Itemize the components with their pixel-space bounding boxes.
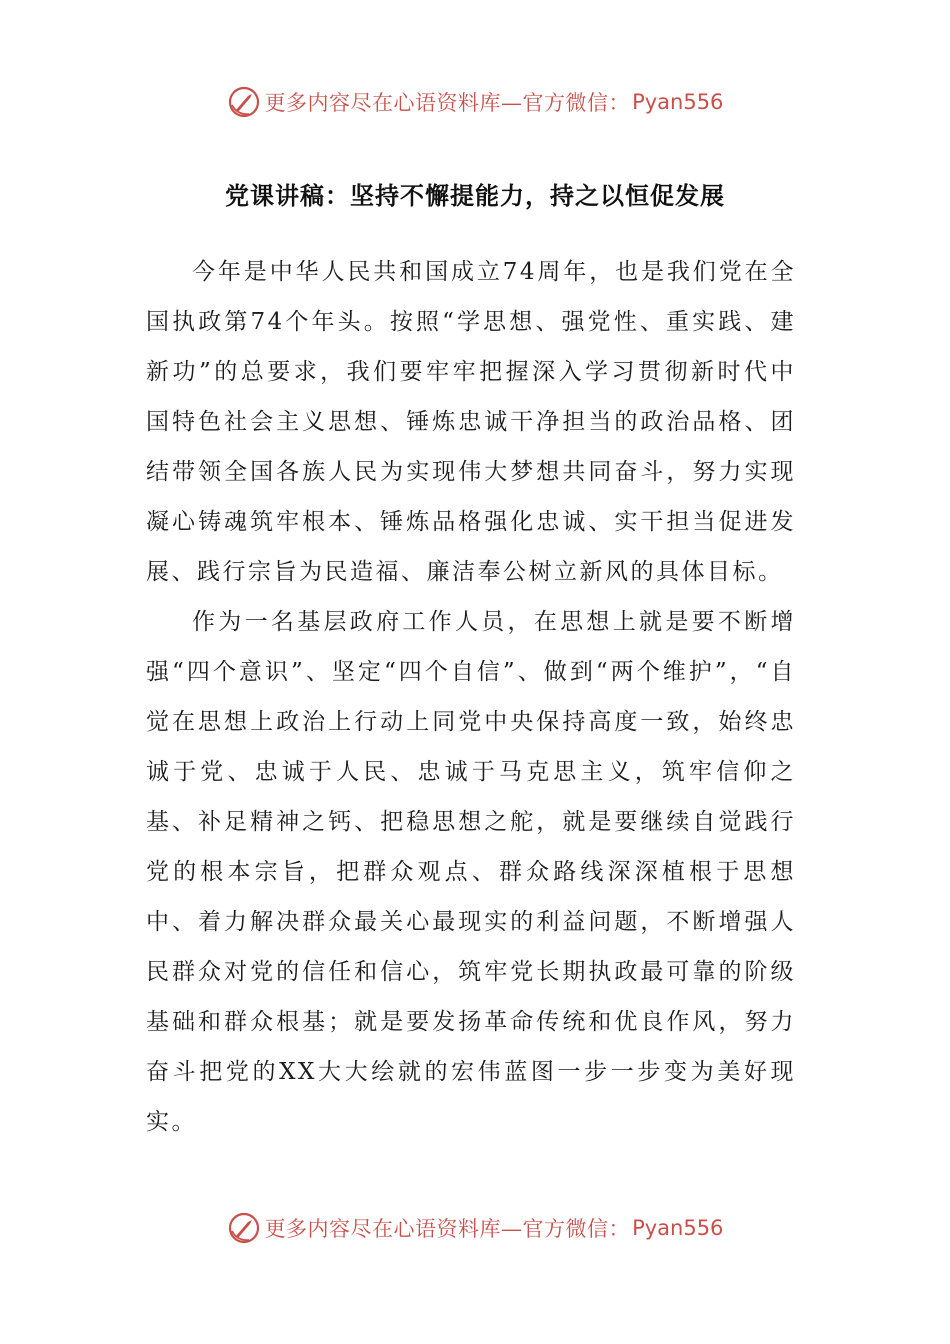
document-body xyxy=(146,247,796,1147)
pen-nib-circle-icon xyxy=(227,1211,261,1245)
document-title: 党课讲稿：坚持不懈提能力，持之以恒促发展 xyxy=(225,182,725,210)
header-banner-text: 更多内容尽在心语资料库—官方微信： xyxy=(264,91,631,115)
footer-wechat-id: Pyan556 xyxy=(632,1216,724,1240)
paragraph-1: 今年是中华人民共和国成立74周年，也是我们党在全国执政第74个年头。按照“学思想、强党性、重实践、建新功”的总要求，我们要牢牢把握深入学习贯彻新时代中国特色社会主义思想、锤炼忠诚干净担当的政治品格、团结带领全国各族人民为实现伟大梦想共同奋斗，努力实现凝心铸魂筑牢根本、锤炼品格强化忠诚、实干担当促进发展、践行宗旨为民造福、廉洁奉公树立新风的具体目标。 xyxy=(146,259,796,585)
pen-nib-circle-icon xyxy=(227,85,261,119)
footer-banner-text: 更多内容尽在心语资料库—官方微信： xyxy=(264,1217,631,1241)
header-watermark-banner xyxy=(0,82,950,122)
header-wechat-id: Pyan556 xyxy=(632,90,724,114)
paragraph-2: 作为一名基层政府工作人员，在思想上就是要不断增强“四个意识”、坚定“四个自信”、做到“两个维护”，“自觉在思想上政治上行动上同党中央保持高度一致，始终忠诚于党、忠诚于人民、忠诚于马克思主义，筑牢信仰之基、补足精神之钙、把稳思想之舵，就是要继续自觉践行党的根本宗旨，把群众观点、群众路线深深植根于思想中、着力解决群众最关心最现实的利益问题，不断增强人民群众对党的信任和信心，筑牢党长期执政最可靠的阶级基础和群众根基；就是要发扬革命传统和优良作风，努力奋斗把党的XX大大绘就的宏伟蓝图一步一步变为美好现实。 xyxy=(146,609,796,1135)
footer-watermark-banner xyxy=(0,1208,950,1248)
